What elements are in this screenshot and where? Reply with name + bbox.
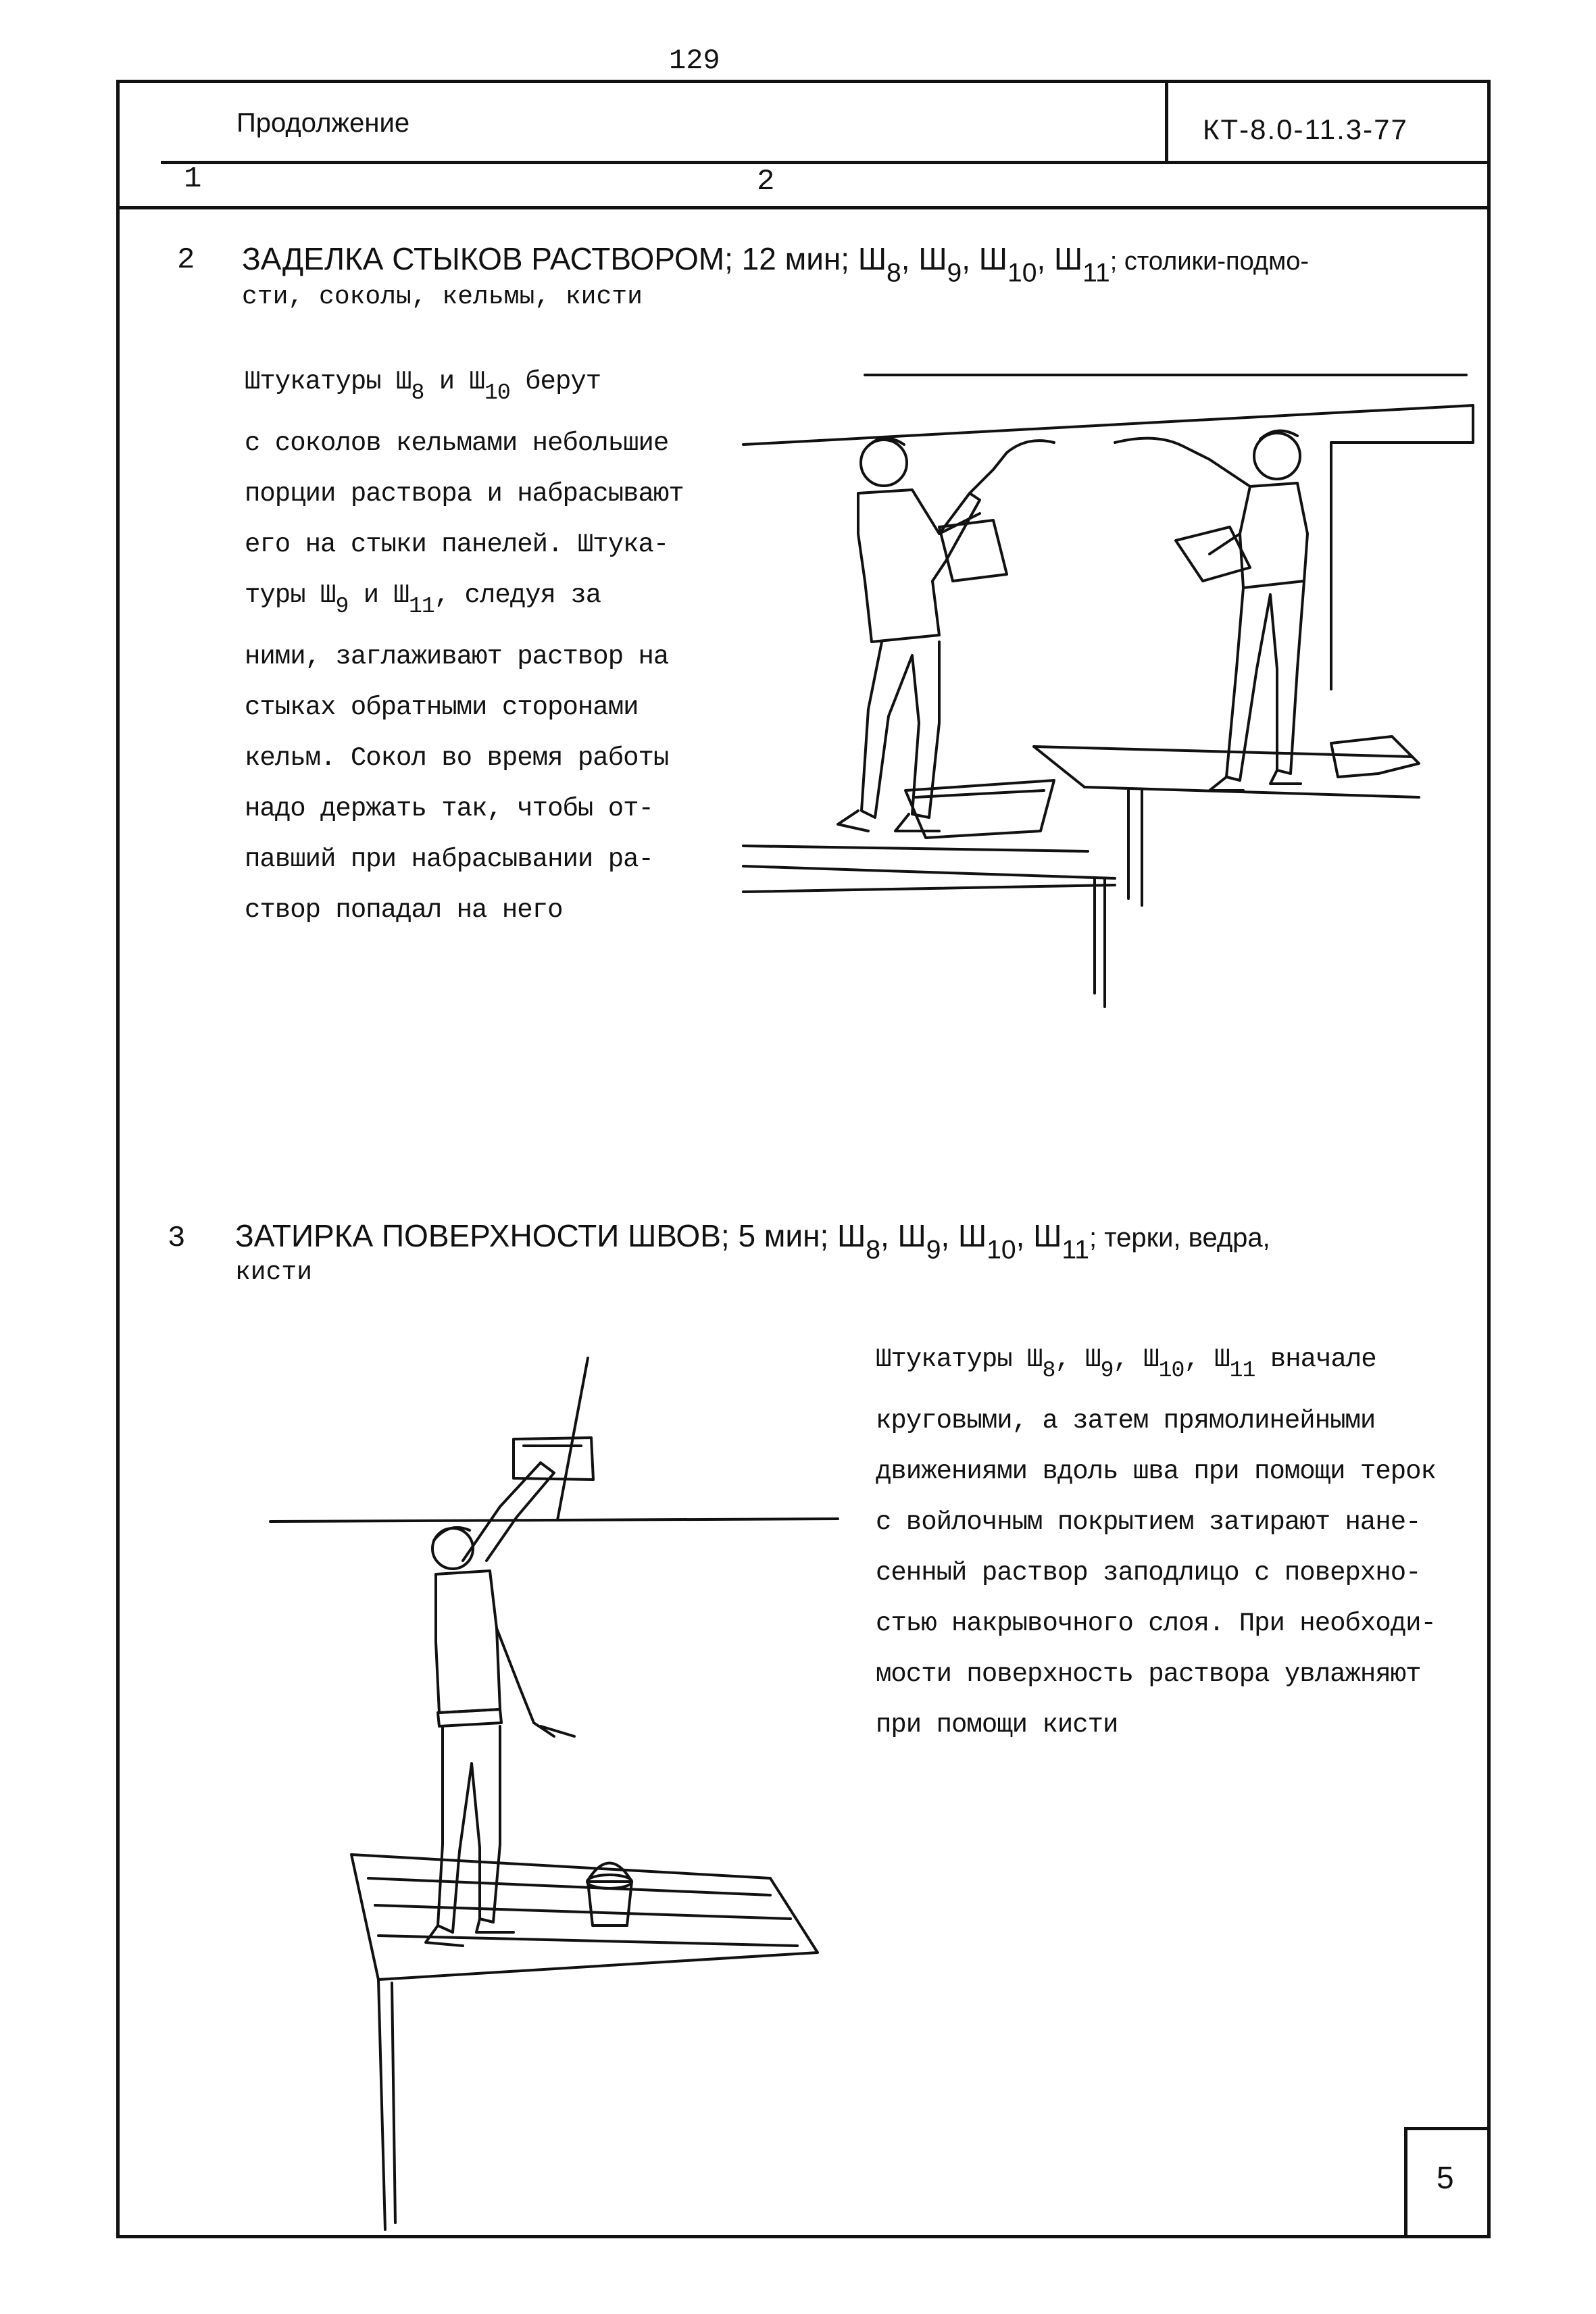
document-code: КТ-8.0-11.3-77	[1203, 114, 1408, 145]
step-3-description: Штукатуры $Ш_8$, $Ш_9$, $Ш_{10}$, $Ш_{11}$ вначале круговыми, а затем прямолинейными движениями вдоль шва при помощи терок с войлочным покрытием затирают нане- сенный раствор заподлицо с поверхно- стью накрывочного слоя. При необходи- мости поверхность раствора увлажняют при помощи кисти	[876, 1344, 1436, 1740]
column-header-line	[116, 206, 1491, 209]
frame-left	[116, 80, 120, 2238]
step-3-heading-line2: кисти	[235, 1258, 313, 1287]
header-line	[161, 161, 1491, 164]
illustration-seam-rubbing	[257, 1344, 865, 2257]
step-3-heading: ЗАТИРКА ПОВЕРХНОСТИ ШВОВ; 5 мин; $Ш_8$, $Ш_9$, $Ш_{10}$, $Ш_{11}$; терки, ведра,	[235, 1218, 1270, 1265]
sheet-box-top	[1404, 2127, 1491, 2130]
step-2-description: Штукатуры $Ш_8$ и $Ш_{10}$ берут с соколов кельмами небольшие порции раствора и набрасывают его на стыки панелей. Штука- туры $Ш_9$ и $Ш_{11}$, следуя за ними, заглаживают раствор на стыках обратными сторонами кельм. Сокол во время работы надо держать так, чтобы от- павший при набрасывании ра- створ попадал на него	[245, 367, 684, 925]
step-2-number: 2	[177, 243, 195, 277]
frame-top	[116, 80, 1491, 83]
page-number: 129	[669, 45, 720, 77]
continuation-label: Продолжение	[236, 108, 410, 138]
column-number-1: 1	[184, 162, 202, 196]
step-2-heading: ЗАДЕЛКА СТЫКОВ РАСТВОРОМ; 12 мин; $Ш_8$, $Ш_9$, $Ш_{10}$, $Ш_{11}$; столики-подмо-	[242, 241, 1310, 288]
step-3-number: 3	[168, 1222, 186, 1255]
sheet-box-left	[1404, 2127, 1407, 2238]
column-number-2: 2	[757, 165, 775, 199]
sheet-number: 5	[1437, 2160, 1454, 2195]
step-2-heading-line2: сти, соколы, кельмы, кисти	[242, 282, 643, 311]
illustration-joint-filling	[737, 358, 1493, 1020]
header-divider	[1165, 80, 1168, 164]
